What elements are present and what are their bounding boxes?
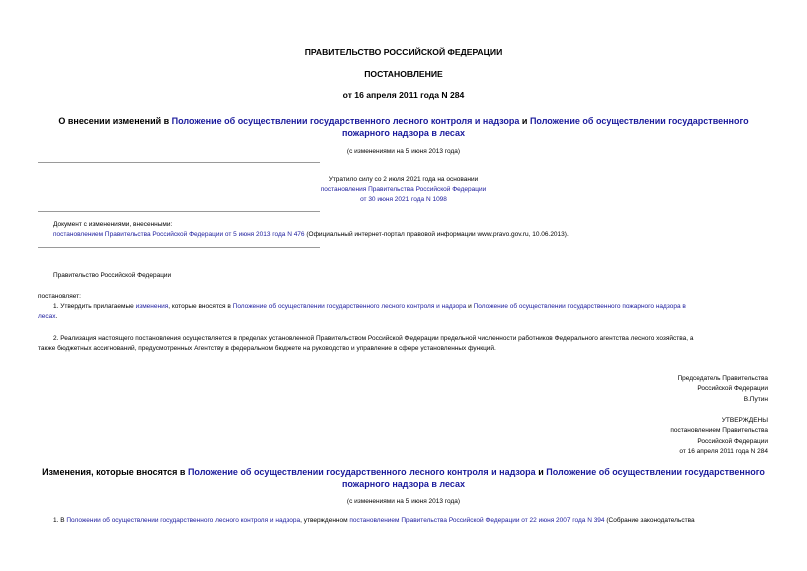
item-1-link-fire-supervision-cont[interactable]: лесах [38, 313, 56, 320]
item-1-end: . [55, 313, 58, 320]
last-para-end: (Собрание законодательства [604, 517, 695, 524]
government-heading: ПРАВИТЕЛЬСТВО РОССИЙСКОЙ ФЕДЕРАЦИИ [304, 47, 503, 57]
changes-label: Документ с изменениями, внесенными: [53, 221, 173, 228]
void-notice-link-decree[interactable]: постановления Правительства Российской Федерации [320, 186, 487, 193]
divider [38, 162, 320, 163]
last-para-prefix: 1. В [53, 517, 67, 524]
last-para-link-forest-control[interactable]: Положении об осуществлении государственного лесного контроля и надзора [66, 517, 301, 524]
item-2-line-1: 2. Реализация настоящего постановления осуществляется в пределах установленной Правительством Российской Федерации предельной численности работников Федерального агентства лесного хозяйства, а [53, 335, 694, 342]
decrees-text: постановляет: [38, 293, 81, 300]
divider [38, 211, 320, 212]
changes-title [0, 466, 807, 490]
last-paragraph [53, 516, 783, 526]
item-1-mid: , которые вносятся в [168, 303, 233, 310]
item-1-paragraph [38, 302, 768, 322]
changes-link-decree-476[interactable]: постановлением Правительства Российской Федерации от 5 июня 2013 года N 476 [53, 231, 305, 238]
last-para-mid: , утвержденном [300, 517, 350, 524]
changes-title-and: и [535, 467, 547, 477]
changes-amended-note: (с изменениями на 5 июня 2013 года) [346, 498, 461, 505]
item-1-and: и [466, 303, 474, 310]
approved-by: постановлением Правительства [670, 427, 768, 435]
item-1-prefix: 1. Утвердить прилагаемые [53, 303, 136, 310]
title-link-fire-supervision[interactable]: Положение об осуществлении государственного [529, 116, 749, 126]
last-para-link-decree-394[interactable]: постановлением Правительства Российской Федерации от 22 июня 2007 года N 394 [349, 517, 605, 524]
changes-source: (Официальный интернет-портал правовой информации www.pravo.gov.ru, 10.06.2013). [304, 231, 569, 238]
item-1-link-fire-supervision[interactable]: Положение об осуществлении государственного пожарного надзора в [473, 303, 686, 310]
document-title [0, 115, 807, 139]
approved-heading: УТВЕРЖДЕНЫ [721, 417, 768, 424]
title-and: и [519, 116, 530, 126]
signature-position: Председатель Правительства [677, 375, 768, 382]
date-number-heading: от 16 апреля 2011 года N 284 [342, 90, 465, 100]
item-2-paragraph [38, 334, 768, 344]
government-rf-text: Правительство Российской Федерации [53, 272, 172, 279]
doc-type-heading: ПОСТАНОВЛЕНИЕ [364, 69, 443, 79]
changes-title-link-forest-control[interactable]: Положение об осуществлении государственного лесного контроля и надзора [187, 467, 536, 477]
changes-title-link-fire-supervision-cont[interactable]: пожарного надзора в лесах [341, 479, 466, 489]
item-1-link-forest-control[interactable]: Положение об осуществлении государственного лесного контроля и надзора [232, 303, 467, 310]
title-link-forest-control[interactable]: Положение об осуществлении государственного лесного контроля и надзора [171, 116, 520, 126]
title-prefix: О внесении изменений в [58, 116, 172, 126]
approved-country: Российской Федерации [697, 437, 768, 445]
void-notice-text: Утратило силу со 2 июля 2021 года на основании [328, 176, 479, 183]
approved-date: от 16 апреля 2011 года N 284 [679, 447, 768, 455]
item-1-link-changes[interactable]: изменения [135, 303, 169, 310]
signature-block [677, 374, 768, 405]
changes-title-link-fire-supervision[interactable]: Положение об осуществлении государственного [546, 467, 765, 477]
divider [38, 247, 320, 248]
title-link-fire-supervision-cont[interactable]: пожарного надзора в лесах [341, 128, 466, 138]
item-2-line-2: также бюджетных ассигнований, предусмотренных Агентству в федеральном бюджете на руководство и управление в сфере установленных функций. [38, 345, 496, 352]
approved-block [670, 416, 768, 457]
signature-name: В.Путин [743, 395, 768, 403]
void-notice-link-date[interactable]: от 30 июня 2021 года N 1098 [360, 196, 447, 203]
changes-document-block [53, 220, 783, 240]
void-notice [0, 175, 807, 205]
changes-title-prefix: Изменения, которые вносятся в [42, 467, 188, 477]
signature-country: Российской Федерации [697, 385, 768, 393]
amended-note: (с изменениями на 5 июня 2013 года) [346, 148, 461, 155]
